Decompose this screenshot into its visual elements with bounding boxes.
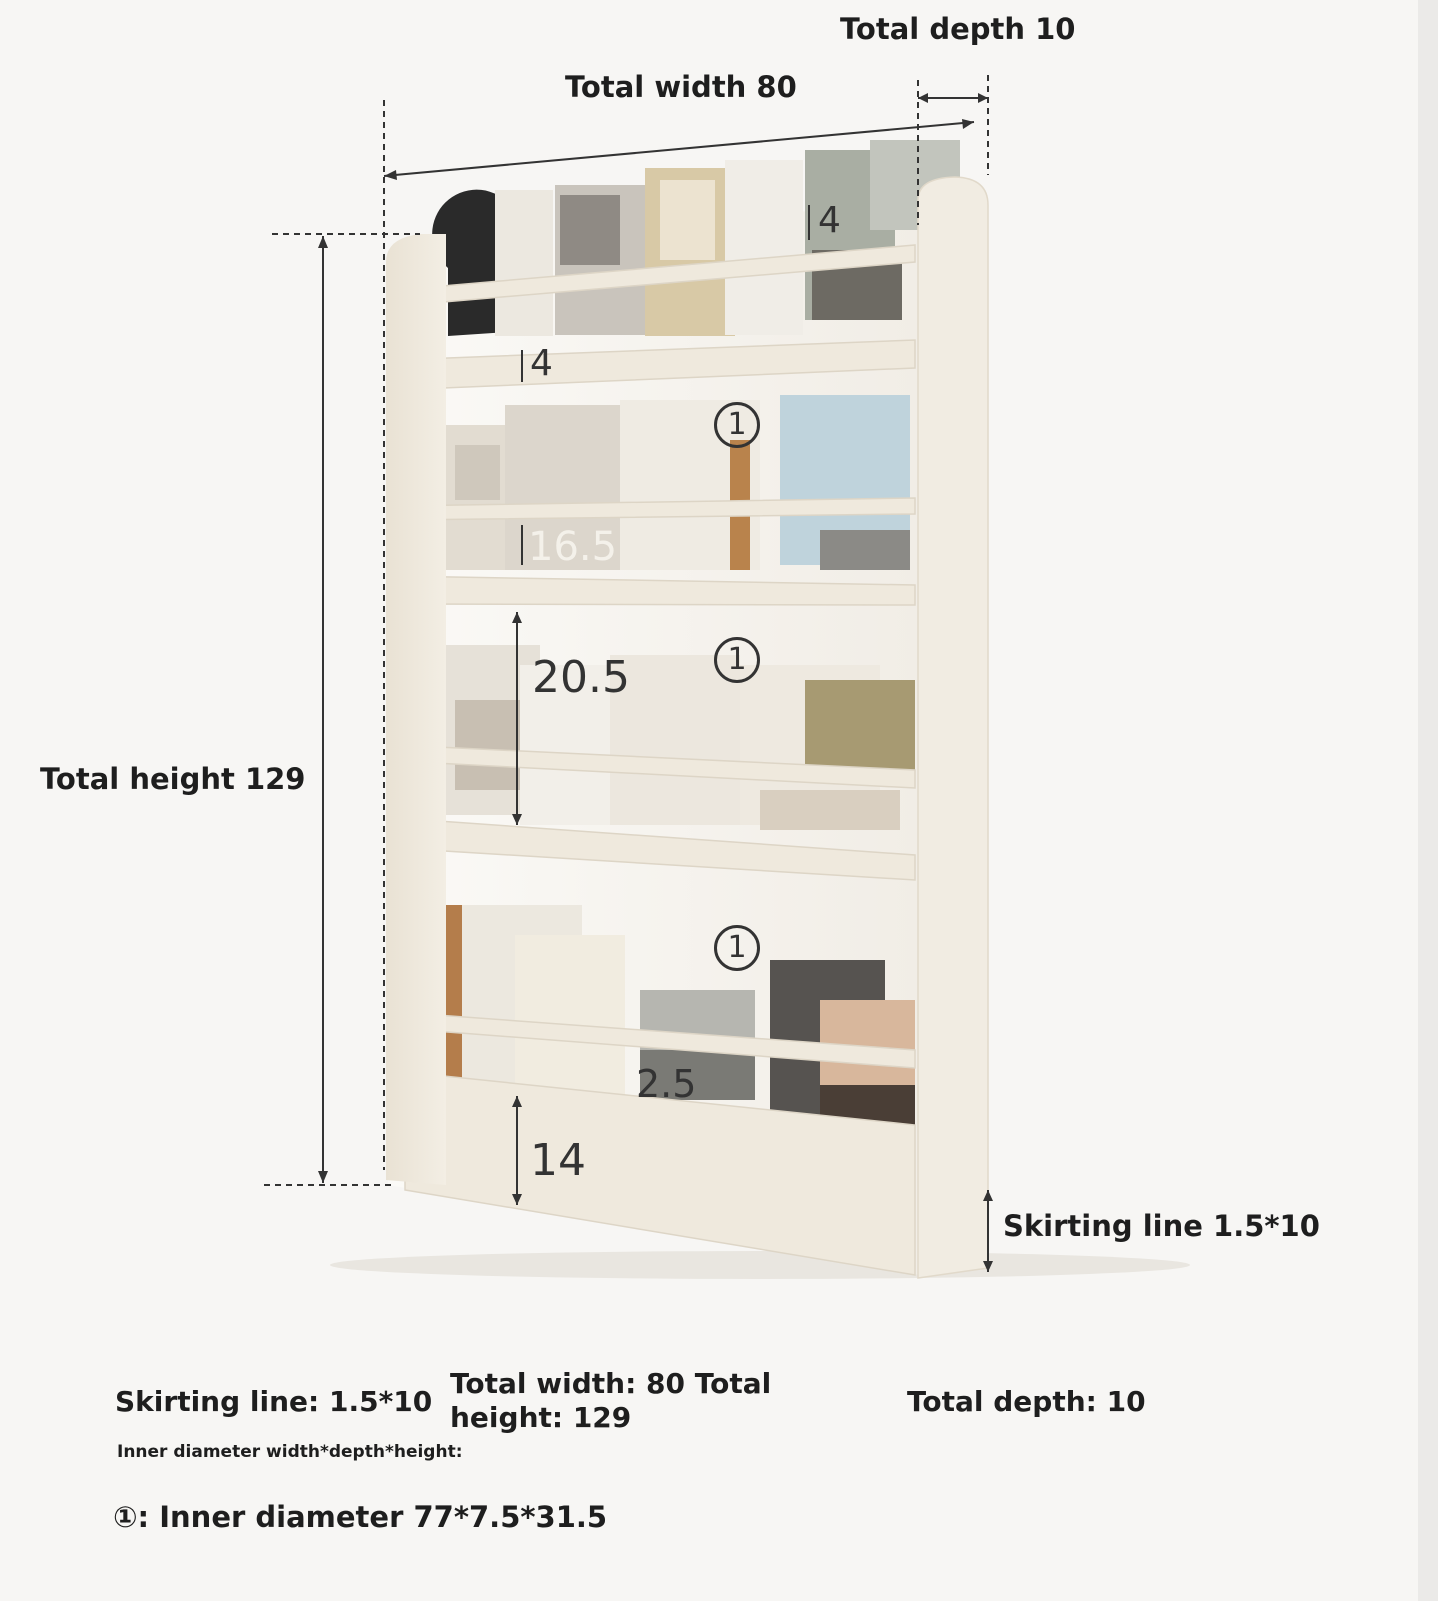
spec-inner-value: ①: Inner diameter 77*7.5*31.5: [113, 1500, 608, 1534]
magazines-tier-3: [440, 645, 915, 830]
skirting-label: Skirting line 1.5*10: [1003, 1209, 1320, 1243]
spec-inner-heading: Inner diameter width*depth*height:: [117, 1442, 463, 1462]
spec-skirting-line: Skirting line: 1.5*10: [115, 1385, 433, 1418]
spec-total-depth: Total depth: 10: [907, 1385, 1146, 1418]
compartment-marker-1: 1: [714, 402, 760, 448]
total-width-label: Total width 80: [565, 70, 797, 104]
magazines-tier-1: [432, 140, 960, 336]
shelf-gap-3-dimension: 20.5: [532, 652, 630, 703]
rail-bottom-dimension: 2.5: [636, 1062, 697, 1106]
compartment-marker-2: 1: [714, 637, 760, 683]
rail-top-dimension: 4: [818, 200, 841, 241]
total-height-label: Total height 129: [40, 762, 306, 796]
shelf-gap-top-dimension: 4: [530, 343, 553, 384]
shelf-gap-2-dimension: 16.5: [528, 524, 618, 570]
floor-shadow: [330, 1251, 1190, 1279]
left-side-panel: [386, 234, 446, 1185]
base-panel-dimension: 14: [530, 1135, 586, 1186]
right-side-panel: [918, 177, 988, 1278]
total-depth-label: Total depth 10: [840, 12, 1076, 46]
spec-width-height: Total width: 80 Total height: 129: [450, 1367, 772, 1434]
magazines-tier-2: [440, 395, 910, 570]
compartment-marker-3: 1: [714, 925, 760, 971]
